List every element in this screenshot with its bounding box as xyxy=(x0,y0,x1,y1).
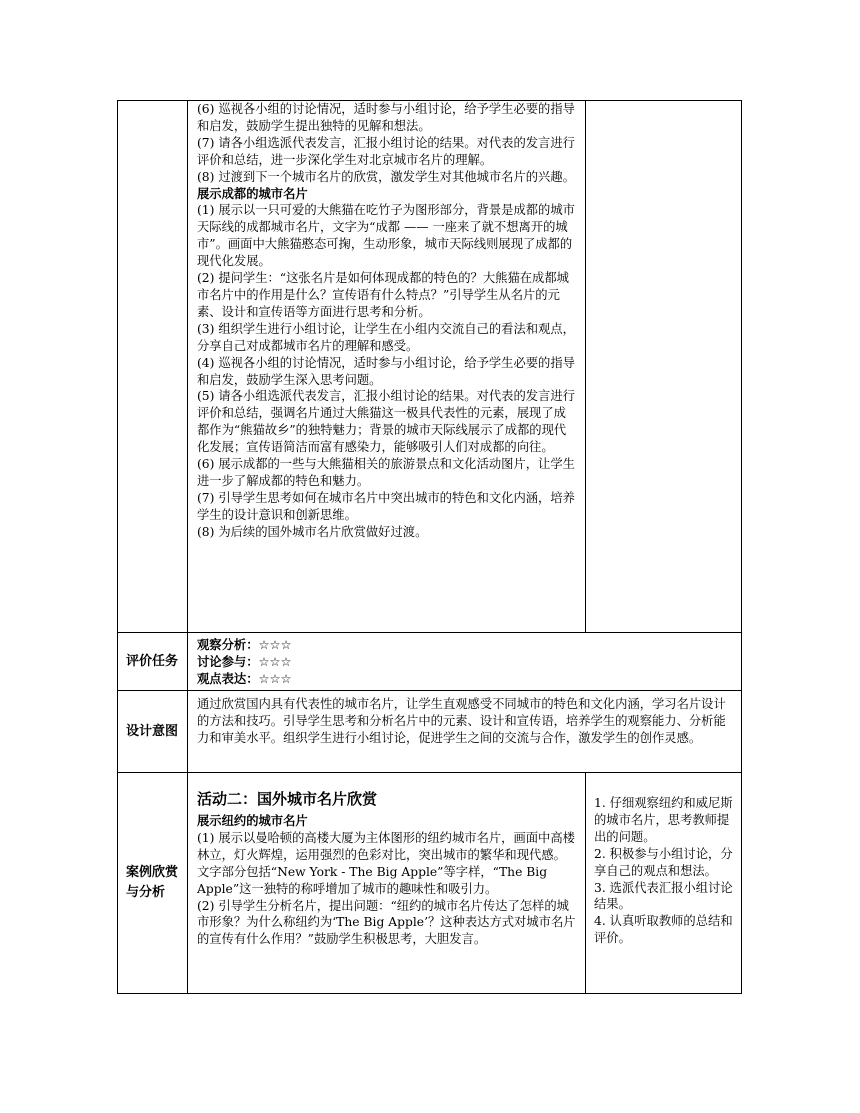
case-analysis-row xyxy=(118,773,742,994)
star-rating: ☆☆☆ xyxy=(258,638,292,652)
evaluation-item-name: 讨论参与： xyxy=(197,655,259,669)
student-activity-item: 3. 选派代表汇报小组讨论结果。 xyxy=(594,880,733,912)
paragraph: (7) 请各小组选派代表发言，汇报小组讨论的结果。对代表的发言进行评价和总结，进一步深化学生对北京城市名片的理解。 xyxy=(197,135,575,167)
student-activity-item: 2. 积极参与小组讨论，分享自己的观点和想法。 xyxy=(594,846,733,878)
design-intent-text: 通过欣赏国内具有代表性的城市名片，让学生直观感受不同城市的特色和文化内涵，学习名片设计的方法和技巧。引导学生思考和分析名片中的元素、设计和宣传语，培养学生的观察能力、分析能力和审美水平。组织学生进行小组讨论，促进学生之间的交流与合作，激发学生的创作灵感。 xyxy=(188,691,742,773)
case-analysis-teacher-cell xyxy=(188,773,586,994)
paragraph: (7) 引导学生思考如何在城市名片中突出城市的特色和文化内涵，培养学生的设计意识和创新思维。 xyxy=(197,490,575,522)
evaluation-content xyxy=(188,633,742,691)
evaluation-item xyxy=(197,671,733,688)
star-rating: ☆☆☆ xyxy=(258,672,292,686)
evaluation-row xyxy=(118,633,742,691)
star-rating: ☆☆☆ xyxy=(258,655,292,669)
student-activity-item: 1. 仔细观察纽约和威尼斯的城市名片，思考教师提出的问题。 xyxy=(594,796,733,844)
empty-label-cell xyxy=(118,101,188,633)
paragraph: (1) 展示以曼哈顿的高楼大厦为主体图形的纽约城市名片，画面中高楼林立，灯火辉煌，运用强烈的色彩对比，突出城市的繁华和现代感。文字部分包括“New York - The Big Apple”等字样，“The Big Apple”这一独特的称呼增加了城市的趣味性和吸引力。 xyxy=(197,830,575,896)
paragraph: (2) 提问学生：“这张名片是如何体现成都的特色的？大熊猫在成都城市名片中的作用是什么？宣传语有什么特点？”引导学生从名片的元素、设计和宣传语等方面进行思考和分析。 xyxy=(197,271,569,319)
evaluation-item xyxy=(197,654,733,671)
paragraph: (1) 展示以一只可爱的大熊猫在吃竹子为图形部分，背景是成都的城市天际线的成都城市名片，文字为“成都 —— 一座来了就不想离开的城市”。画面中大熊猫憨态可掬，生动形象，城市天际线则展现了成都的现代化发展。 xyxy=(197,203,575,269)
chengdu-heading: 展示成都的城市名片 xyxy=(197,186,308,201)
student-activity-item: 4. 认真听取教师的总结和评价。 xyxy=(594,914,733,946)
activity-one-continuation-row xyxy=(118,101,742,633)
activity-title: 活动二：国外城市名片欣赏 xyxy=(197,790,378,808)
evaluation-item-name: 观察分析： xyxy=(197,638,259,652)
evaluation-item xyxy=(197,637,733,654)
student-activities-cell xyxy=(586,773,742,994)
paragraph: (6) 展示成都的一些与大熊猫相关的旅游景点和文化活动图片，让学生进一步了解成都的特色和魅力。 xyxy=(197,457,575,488)
evaluation-item-name: 观点表达： xyxy=(197,672,259,686)
lesson-plan-page xyxy=(117,100,741,994)
design-intent-row xyxy=(118,691,742,773)
case-analysis-label: 案例欣赏与分析 xyxy=(118,773,188,994)
lesson-plan-table xyxy=(117,100,742,994)
paragraph: (3) 组织学生进行小组讨论，让学生在小组内交流自己的看法和观点，分享自己对成都城市名片的理解和感受。 xyxy=(197,321,575,353)
empty-student-cell xyxy=(586,101,742,633)
paragraph: (5) 请各小组选派代表发言，汇报小组讨论的结果。对代表的发言进行评价和总结，强调名片通过大熊猫这一极具代表性的元素，展现了成都作为“熊猫故乡”的独特魅力；背景的城市天际线展示了成都的现代化发展；宣传语简洁而富有感染力，能够吸引人们对成都的向往。 xyxy=(197,389,575,455)
paragraph: (6) 巡视各小组的讨论情况，适时参与小组讨论，给予学生必要的指导和启发，鼓励学生提出独特的见解和想法。 xyxy=(197,102,575,133)
paragraph: (8) 过渡到下一个城市名片的欣赏，激发学生对其他城市名片的兴趣。 xyxy=(197,169,575,184)
paragraph: (8) 为后续的国外城市名片欣赏做好过渡。 xyxy=(197,524,428,539)
teacher-activity-cell xyxy=(188,101,586,633)
evaluation-label: 评价任务 xyxy=(118,633,188,691)
new-york-heading: 展示纽约的城市名片 xyxy=(197,814,308,828)
paragraph: (4) 巡视各小组的讨论情况，适时参与小组讨论，给予学生必要的指导和启发，鼓励学生深入思考问题。 xyxy=(197,355,575,387)
paragraph: (2) 引导学生分析名片，提出问题：“纽约的城市名片传达了怎样的城市形象？为什么称纽约为‘The Big Apple’？这种表达方式对城市名片的宣传有什么作用？”鼓励学生积极思考，大胆发言。 xyxy=(197,898,576,947)
design-intent-label: 设计意图 xyxy=(118,691,188,773)
